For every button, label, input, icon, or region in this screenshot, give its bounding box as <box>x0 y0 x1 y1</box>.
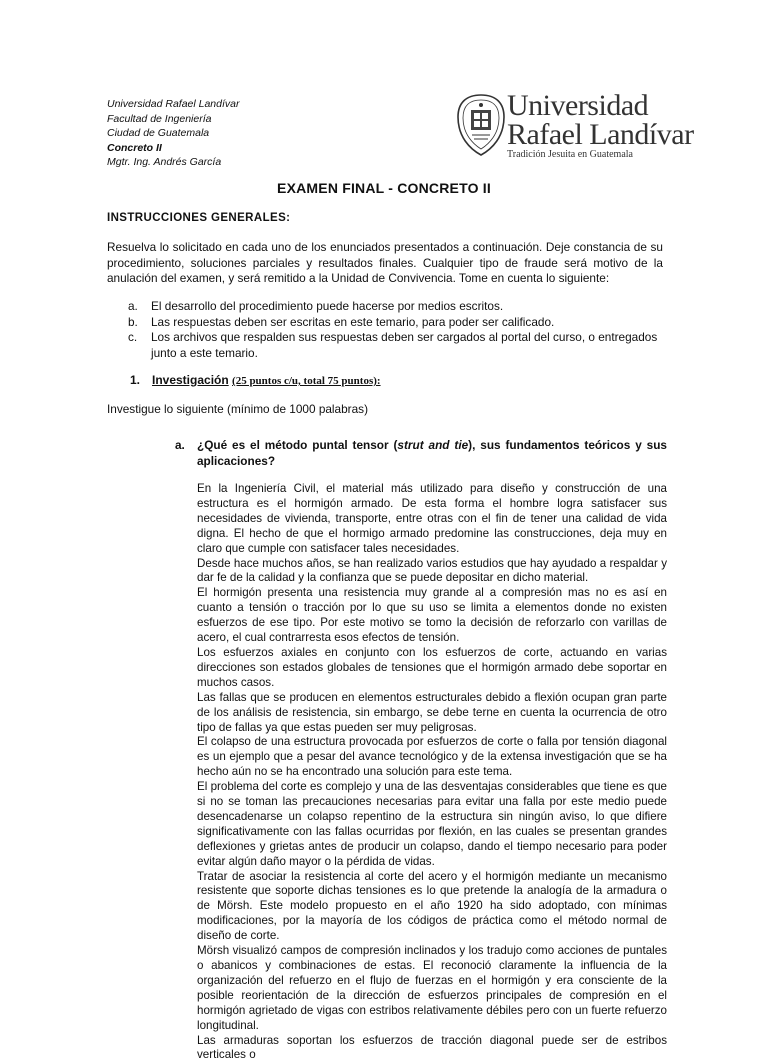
question-marker: a. <box>175 438 185 452</box>
section-points: (25 puntos c/u, total 75 puntos): <box>232 375 381 387</box>
question-text <box>197 438 667 469</box>
answer-paragraph: Las armaduras soportan los esfuerzos de tracción diagonal puede ser de estribos verticales o <box>197 1033 667 1062</box>
university-seal-icon <box>456 93 506 157</box>
list-item <box>128 315 668 331</box>
answer-paragraph: El problema del corte es complejo y una de las desventajas considerables que tiene es que si no se toman las precauciones necesarias para evitar una falla por este medio puede desencadenarse un colapso repentino de la estructura sin ningún aviso, lo que difiere significativamente con las fallas ocurridas por flexión, en las cuales se presentan grandes deflexiones y grietas antes de producir un colapso, dando el tiempo necesario para poder evitar algún daño mayor o la pérdida de vidas. <box>197 780 667 868</box>
list-item <box>128 330 668 361</box>
answer-body <box>197 482 667 1063</box>
answer-paragraph: El colapso de una estructura provocada por esfuerzos de corte o falla por tensión diagonal es un ejemplo que a pesar del avance tecnológico y de la extensa investigación que se ha hecho aún no se ha encontrado una solución para este tema. <box>197 735 667 779</box>
answer-paragraph: Tratar de asociar la resistencia al corte del acero y el hormigón mediante un mecanismo resistente que soporte dichas tensiones es lo que pretende la analogía de la armadura o de Mörsh. Este modelo propuesto en el año 1920 ha sido adoptado, con mínimas modificaciones, por la mayoría de los códigos de práctica como el método normal de diseño de corte. <box>197 869 667 943</box>
instructor-name: Mgtr. Ing. Andrés García <box>107 156 222 168</box>
section-1-heading <box>130 373 381 387</box>
answer-paragraph: Los esfuerzos axiales en conjunto con los esfuerzos de corte, actuando en varias direcciones son estados globales de tensiones que el hormigón armado debe soportar en muchos casos. <box>197 645 667 689</box>
list-item <box>128 299 668 315</box>
question-text-start: ¿Qué es el método puntal tensor ( <box>197 438 398 452</box>
question-text-italic: strut and tie <box>397 438 469 452</box>
list-marker: b. <box>128 314 138 329</box>
answer-paragraph: Las fallas que se producen en elementos estructurales debido a flexión ocupan gran parte de los análisis de resistencia, sin embargo, se debe terne en cuenta la ocurrencia de otro tipo de fallas ya que estas pueden ser muy peligrosas. <box>197 690 667 734</box>
question-text-end: ), sus fundamentos teóricos y sus aplicaciones? <box>197 438 667 468</box>
exam-title: EXAMEN FINAL - CONCRETO II <box>277 180 491 196</box>
answer-paragraph: En la Ingeniería Civil, el material más utilizado para diseño y construcción de una estructura es el hormigón armado. De esta forma el hombre logra satisfacer sus necesidades de vivienda, transporte, entre otras con el fin de tener una calidad de vida digna. El hecho de que el hormigo armado predomine las construcciones, deja muy en claro que cumple con satisfacer tales necesidades. <box>197 482 667 555</box>
logo-line-2: Rafael Landívar <box>507 118 694 151</box>
section-label: Investigación <box>152 373 229 387</box>
university-name: Universidad Rafael Landívar <box>107 98 240 110</box>
instructions-heading: INSTRUCCIONES GENERALES: <box>107 212 291 224</box>
institution-header <box>107 97 240 170</box>
faculty-name: Facultad de Ingeniería <box>107 112 212 125</box>
list-item-text: El desarrollo del procedimiento puede hacerse por medios escritos. <box>151 299 504 313</box>
section-number: 1. <box>130 373 141 387</box>
answer-paragraph: Desde hace muchos años, se han realizado varios estudios que hay ayudado a respaldar y dar fe de la calidad y la confianza que se puede depositar en dicho material. <box>197 556 667 585</box>
course-name: Concreto II <box>107 141 162 154</box>
logo-tagline: Tradición Jesuita en Guatemala <box>507 149 633 160</box>
logo-line-1: Universidad <box>507 89 649 122</box>
list-marker: a. <box>128 299 138 313</box>
list-marker: c. <box>128 330 138 344</box>
logo-wordmark <box>507 90 694 161</box>
list-item-text: Los archivos que respalden sus respuestas deben ser cargados al portal del curso, o entregados junto a este temario. <box>151 330 658 360</box>
university-logo <box>456 89 694 162</box>
list-item-text: Las respuestas deben ser escritas en este temario, para poder ser calificado. <box>151 314 555 329</box>
answer-paragraph: Mörsh visualizó campos de compresión inclinados y los tradujo como acciones de puntales o abanicos y combinaciones de estas. El reconoció claramente la influencia de la organización del refuerzo en el flujo de fuerzas en el hormigón y era consciente de la posible reorientación de la dirección de esfuerzos principales de compresión en el hormigón agrietado de vigas con estribos relativamente débiles pero con un fuerte refuerzo longitudinal. <box>197 944 667 1032</box>
city-name: Ciudad de Guatemala <box>107 127 210 139</box>
section-instruction: Investigue lo siguiente (mínimo de 1000 palabras) <box>107 402 368 416</box>
answer-paragraph: El hormigón presenta una resistencia muy grande al a compresión mas no es así en cuanto a tensión o tracción por lo que su uso se limita a elementos donde no existen esfuerzos de ese tipo. Por este motivo se tomo la decisión de reforzarlo con varillas de acero, el cual contrarresta esos efectos de tensión. <box>197 586 667 645</box>
instructions-list <box>128 299 668 361</box>
instructions-paragraph: Resuelva lo solicitado en cada uno de los enunciados presentados a continuación. Deje constancia de su procedimiento, soluciones parciales y resultados finales. Cualquier tipo de fraude será motivo de la anulación del examen, y será remitido a la Unidad de Convivencia. Tome en cuenta lo siguiente: <box>107 240 663 285</box>
